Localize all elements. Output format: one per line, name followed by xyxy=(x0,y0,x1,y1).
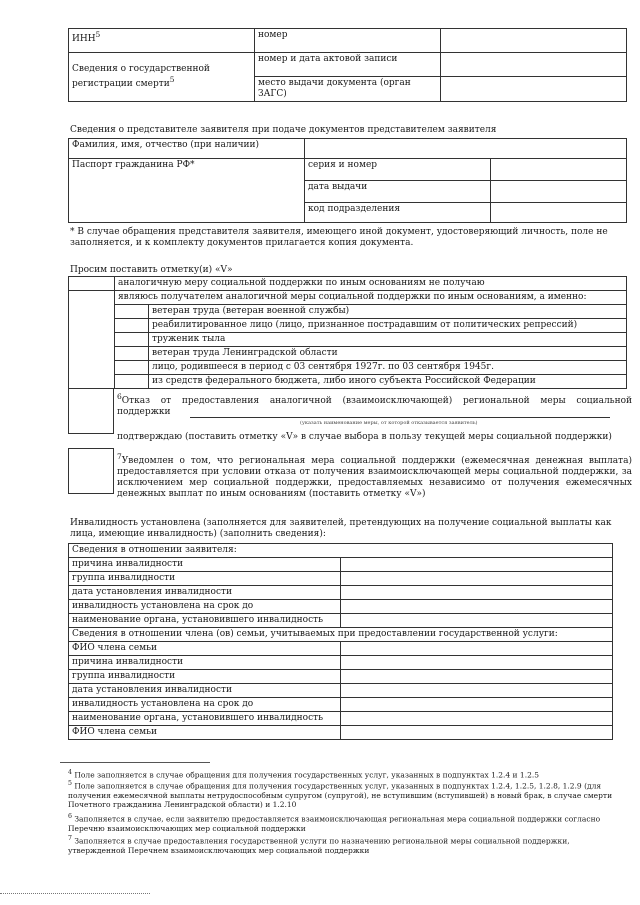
table-row xyxy=(69,586,613,600)
table-row xyxy=(69,656,613,670)
footnote-rule xyxy=(60,762,210,763)
rep-date-label: дата выдачи xyxy=(305,181,491,203)
applicant-field-1-label: группа инвалидности xyxy=(69,572,341,586)
applicant-field-4-value[interactable] xyxy=(341,614,613,628)
check-sub-box-3[interactable] xyxy=(115,333,149,347)
top-table xyxy=(68,28,627,102)
applicant-field-3-label: инвалидность установлена на срок до xyxy=(69,600,341,614)
rep-fio-value[interactable] xyxy=(305,139,627,159)
rep-code-label: код подразделения xyxy=(305,203,491,223)
applicant-field-0-label: причина инвалидности xyxy=(69,558,341,572)
applicant-field-4-label: наименование органа, установившего инвалидность xyxy=(69,614,341,628)
rep-heading: Сведения о представителе заявителя при подаче документов представителем заявителя xyxy=(70,125,497,135)
check-sub-4: ветеран труда Ленинградской области xyxy=(149,347,627,361)
check-sub-3: труженик тыла xyxy=(149,333,627,347)
check-box-2[interactable] xyxy=(69,291,115,389)
table-row xyxy=(69,600,613,614)
family-field-6-value[interactable] xyxy=(341,726,613,740)
table-row xyxy=(69,572,613,586)
refusal-caption: (указать наименование меры, от которой отказывается заявитель) xyxy=(300,420,478,426)
rep-table xyxy=(68,138,627,223)
death-record-value[interactable] xyxy=(441,53,627,77)
check-sub-box-6[interactable] xyxy=(115,375,149,389)
rep-date-value[interactable] xyxy=(491,181,627,203)
family-field-1-value[interactable] xyxy=(341,656,613,670)
inn-field-label: номер xyxy=(255,29,441,53)
family-section-title: Сведения в отношении члена (ов) семьи, учитываемых при предоставлении государственной услуги: xyxy=(69,628,613,642)
family-field-3-value[interactable] xyxy=(341,684,613,698)
check-sub-1: ветеран труда (ветеран военной службы) xyxy=(149,305,627,319)
check-sub-box-4[interactable] xyxy=(115,347,149,361)
table-row xyxy=(69,726,613,740)
check-sub-box-5[interactable] xyxy=(115,361,149,375)
check-box-1[interactable] xyxy=(69,277,115,291)
family-field-3-label: дата установления инвалидности xyxy=(69,684,341,698)
footnote-4: $^4$ Поле заполняется в случае обращения для получения государственных услуг, указанных в подпунктах 1.2.4 и 1.2.5 xyxy=(68,769,540,780)
table-row xyxy=(69,558,613,572)
family-field-0-label: ФИО члена семьи xyxy=(69,642,341,656)
family-field-2-label: группа инвалидности xyxy=(69,670,341,684)
check-row-2: являюсь получателем аналогичной меры социальной поддержки по иным основаниям, а именно: xyxy=(115,291,627,305)
notice-checkbox[interactable] xyxy=(68,448,114,494)
rep-passport-label: Паспорт гражданина РФ* xyxy=(69,159,305,223)
check-sub-2: реабилитированное лицо (лицо, признанное пострадавшим от политических репрессий) xyxy=(149,319,627,333)
death-registration-label: Сведения о государственной регистрации смерти$^5$ xyxy=(69,53,255,102)
family-field-0-value[interactable] xyxy=(341,642,613,656)
table-row xyxy=(69,712,613,726)
check-table xyxy=(68,276,627,389)
applicant-field-2-value[interactable] xyxy=(341,586,613,600)
rep-series-value[interactable] xyxy=(491,159,627,181)
rep-note: * В случае обращения представителя заявителя, имеющего иной документ, удостоверяющий личность, поле не заполняется, и к комплекту документов прилагается копия документа. xyxy=(70,227,608,248)
death-place-value[interactable] xyxy=(441,77,627,102)
family-field-1-label: причина инвалидности xyxy=(69,656,341,670)
inn-value[interactable] xyxy=(441,29,627,53)
disability-heading: Инвалидность установлена (заполняется для заявителей, претендующих на получение социальной выплаты как лица, имеющие инвалидность) (заполнить сведения): xyxy=(70,518,612,539)
check-sub-5: лицо, родившееся в период с 03 сентября 1927г. по 03 сентября 1945г. xyxy=(149,361,627,375)
death-place-label: место выдачи документа (орган ЗАГС) xyxy=(255,77,441,102)
check-sub-box-1[interactable] xyxy=(115,305,149,319)
family-field-2-value[interactable] xyxy=(341,670,613,684)
applicant-field-2-label: дата установления инвалидности xyxy=(69,586,341,600)
family-field-4-label: инвалидность установлена на срок до xyxy=(69,698,341,712)
inn-label: ИНН$^5$ xyxy=(69,29,255,53)
applicant-field-1-value[interactable] xyxy=(341,572,613,586)
check-sub-6: из средств федерального бюджета, либо иного субъекта Российской Федерации xyxy=(149,375,627,389)
table-row xyxy=(69,684,613,698)
death-record-label: номер и дата актовой записи xyxy=(255,53,441,77)
applicant-field-0-value[interactable] xyxy=(341,558,613,572)
table-row xyxy=(69,670,613,684)
check-heading: Просим поставить отметку(и) «V» xyxy=(70,265,233,275)
refusal-confirm: подтверждаю (поставить отметку «V» в случае выбора в пользу текущей меры социальной поддержки) xyxy=(117,432,612,442)
applicant-field-3-value[interactable] xyxy=(341,600,613,614)
disability-table xyxy=(68,543,613,740)
rep-fio-label: Фамилия, имя, отчество (при наличии) xyxy=(69,139,305,159)
footnote-5: $^5$ Поле заполняется в случае обращения для получения государственных услуг, указанных в подпунктах 1.2.4, 1.2.5, 1.2.8, 1.2.9 (для получения ежемесячной выплаты нетрудоспособным супругом (супругой), не вступившим (вступившей) в новый брак, в случае смерти Почетного гражданина Ленинградской области) и 1.2.10 xyxy=(68,780,613,809)
table-row xyxy=(69,698,613,712)
notice-text: $^7$Уведомлен о том, что региональная мера социальной поддержки (ежемесячная денежная выплата) предоставляется при условии отказа от получения взаимоисключающей меры социальной поддержки, за исключением мер социальной поддержки, предоставляемых независимо от получения ежемесячных денежных выплат по иным основаниям (поставить отметку «V») xyxy=(117,452,632,499)
page-bottom-rule xyxy=(0,893,150,894)
family-field-6-label: ФИО члена семьи xyxy=(69,726,341,740)
check-sub-box-2[interactable] xyxy=(115,319,149,333)
footnote-6: $^6$ Заполняется в случае, если заявителю предоставляется взаимоисключающая региональная мера социальной поддержки согласно Перечню взаимоисключающих мер социальной поддержки xyxy=(68,813,601,833)
refusal-fill-line[interactable] xyxy=(190,417,610,418)
table-row xyxy=(69,614,613,628)
rep-series-label: серия и номер xyxy=(305,159,491,181)
rep-code-value[interactable] xyxy=(491,203,627,223)
family-field-5-value[interactable] xyxy=(341,712,613,726)
table-row xyxy=(69,642,613,656)
family-field-5-label: наименование органа, установившего инвалидность xyxy=(69,712,341,726)
footnote-7: $^7$ Заполняется в случае предоставления государственной услуги по назначению региональной меры социальной поддержки, утвержденной Перечнем взаимоисключающих мер социальной поддержки xyxy=(68,835,570,855)
applicant-section-title: Сведения в отношении заявителя: xyxy=(69,544,613,558)
family-field-4-value[interactable] xyxy=(341,698,613,712)
check-row-1: аналогичную меру социальной поддержки по иным основаниям не получаю xyxy=(115,277,627,291)
refusal-checkbox[interactable] xyxy=(68,388,114,434)
refusal-text: $^6$Отказ от предоставления аналогичной (взаимоисключающей) региональной меры социальной поддержки xyxy=(117,392,632,417)
